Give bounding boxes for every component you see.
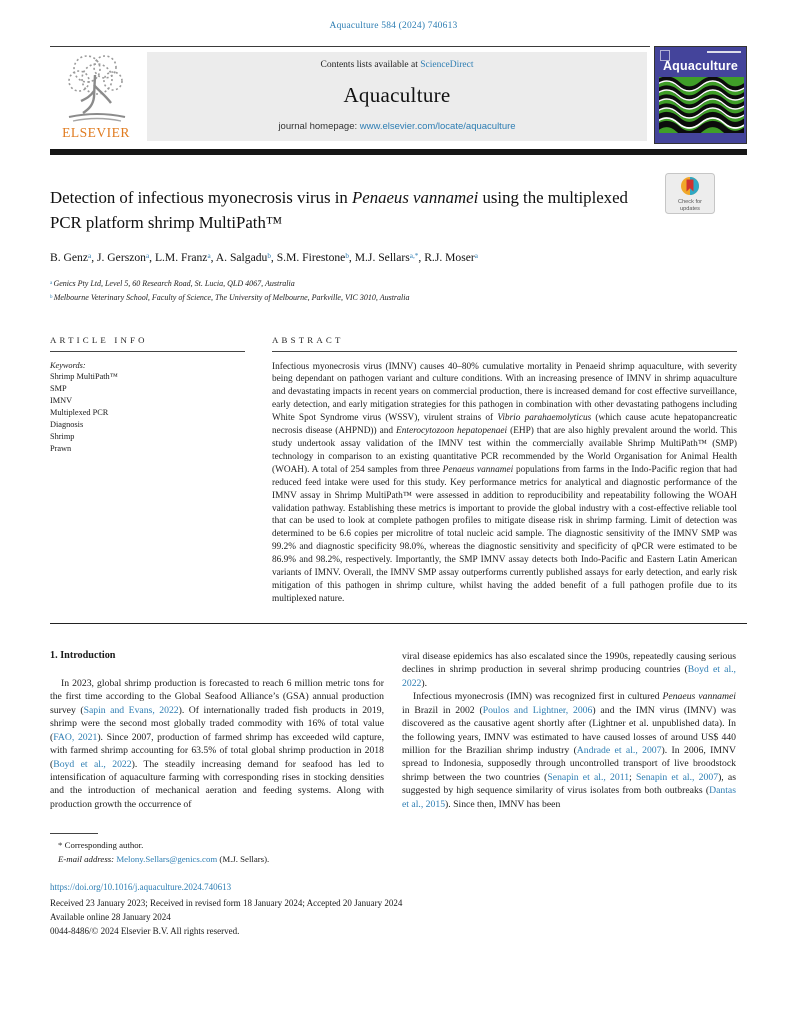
intro-left-column bbox=[50, 650, 384, 812]
article-info-heading: ARTICLE INFO bbox=[50, 334, 148, 345]
keyword: Shrimp MultiPath™ bbox=[50, 371, 118, 381]
keyword: Prawn bbox=[50, 443, 72, 453]
section-divider bbox=[50, 623, 747, 624]
elsevier-tree-icon bbox=[57, 51, 135, 127]
abstract-heading: ABSTRACT bbox=[272, 334, 344, 345]
cover-topbar bbox=[707, 51, 741, 53]
received-dates-line: Received 23 January 2023; Received in revised form 18 January 2024; Accepted 20 January 2024 bbox=[50, 898, 403, 909]
journal-masthead bbox=[50, 46, 747, 147]
copyright-line: 0044-8486/© 2024 Elsevier B.V. All rights reserved. bbox=[50, 925, 240, 936]
cover-wave-art bbox=[659, 77, 744, 133]
abstract-text: Infectious myonecrosis virus (IMNV) causes 40–80% cumulative mortality in Penaeid shrimp aquaculture, with severity being dependant on pathogen variant and culture conditions. With an increasing presence of IMNV in shrimp aquaculture and devastating impacts in recent years on commercial production, there is increased demand for cost effective surveillance, early detection, and early mitigation strategies for this pathogen in combination with other devastating pathogens including White Spot Syndrome virus (WSSV), virulent strains of Vibrio parahaemolyticus (which cause acute hepatopancreatic necrosis disease (AHPND)) and Enterocytozoon hepatopenaei (EHP) that are also highly prevalent around the world. This study undertook assay validation of the IMNV test within the commercially available Shrimp MultiPath™ (SMP) technology in comparison to an existing quantitative PCR recommended by the World Organisation for Animal Health (WOAH). A total of 254 samples from three Penaeus vannamei populations from farms in the Indo-Pacific region that had reduced feed intake were used for this study. Key performance metrics for analytical and diagnostic performance of the IMNV assay in Shrimp MultiPath™ were assessed in addition to reproducibility and repeatability following the WOAH validation pathway. Establishing these metrics is important to provide the global industry with a cost-effective reliable tool that can be used to look at complete pathogen profiles to mitigate disease risk in shrimp farming. Limit of detection was determined to be 6.6 copies per microlitre of total nucleic acid sample. The diagnostic sensitivity of the IMNV SMP was 99.2% and diagnostic specificity 98.0%, whereas the diagnostic sensitivity and specificity of qPCR were estimated to be 86.9% and 98.2%, respectively. Importantly, the SMP IMNV assay detects both Indo-Pacific and Eastern Latin American variants of IMNV. Overall, the IMNV SMP assay outperforms currently published assays for early detection, and early risk mitigation of this pathogen in shrimp culture, whilst having the added benefit of a full pathogen profile due to its multiplexed nature. bbox=[272, 361, 738, 604]
title-block bbox=[50, 185, 737, 235]
author-list: B. Genz$^a$, J. Gerszon$^a$, L.M. Franz$^a$, A. Salgadu$^b$, S.M. Firestone$^b$, M.J. Sellars$^{a,*}$, R.J. Moser$^a$ bbox=[50, 251, 478, 265]
inline-link[interactable]: FAO, 2021 bbox=[53, 731, 98, 743]
affiliations bbox=[50, 277, 737, 304]
journal-header-box bbox=[147, 52, 647, 141]
affiliation-b: $^b$ Melbourne Veterinary School, Faculty of Science, The University of Melbourne, Parkville, VIC 3010, Australia bbox=[50, 292, 410, 302]
contents-prefix: Contents lists available at bbox=[320, 60, 421, 70]
journal-title: Aquaculture bbox=[343, 83, 451, 107]
inline-link[interactable]: Senapin et al., 2007 bbox=[636, 771, 719, 783]
keyword: Shrimp bbox=[50, 431, 75, 441]
inline-link[interactable]: Sapin and Evans, 2022 bbox=[83, 704, 179, 716]
keywords-list bbox=[50, 371, 245, 455]
homepage-prefix: journal homepage: bbox=[278, 121, 360, 132]
affiliation-a: $^a$ Genics Pty Ltd, Level 5, 60 Research Road, St. Lucia, QLD 4067, Australia bbox=[50, 279, 295, 289]
email-line: E-mail address: Melony.Sellars@genics.com (M.J. Sellars). bbox=[58, 853, 270, 864]
check-for-updates-badge[interactable] bbox=[665, 173, 715, 214]
inline-link[interactable]: Melony.Sellars@genics.com bbox=[116, 853, 218, 864]
contents-line bbox=[320, 60, 473, 70]
keyword: Diagnosis bbox=[50, 419, 84, 429]
keyword: IMNV bbox=[50, 395, 73, 405]
inline-link[interactable]: Boyd et al., 2022 bbox=[53, 758, 132, 770]
corresponding-author-footnote bbox=[50, 833, 747, 865]
intro-right-column bbox=[402, 650, 736, 812]
keyword: Multiplexed PCR bbox=[50, 407, 109, 417]
svg-text:Check for: Check for bbox=[678, 199, 702, 205]
article-info-rule bbox=[50, 351, 245, 352]
intro-paragraph-1: In 2023, global shrimp production is forecasted to reach 6 million metric tons for the first time according to the Global Seafood Alliance’s (GSA) annual production survey (Sapin and Evans, 2022). Of internationally traded fish products in 2019, shrimp were the second most globally traded commodity with 16% of total value (FAO, 2021). Since 2007, production of farmed shrimp has exceeded wild capture, with farmed shrimp accounting for 63.5% of total global shrimp production in 2018 (Boyd et al., 2022). The steadily increasing demand for seafood has led to intensification of aquaculture farming with corresponding rises in stocking densities and the introduction of mechanical aeration and feeding systems. Along with production growth the occurrence of bbox=[50, 677, 385, 810]
footnote-rule bbox=[50, 833, 98, 834]
keywords-label: Keywords: bbox=[50, 360, 86, 370]
cover-title: Aquaculture bbox=[662, 59, 739, 73]
info-abstract-section bbox=[50, 335, 737, 606]
introduction-heading: 1. Introduction bbox=[50, 649, 116, 661]
masthead-top-rule bbox=[50, 46, 650, 47]
article-footer bbox=[50, 881, 747, 939]
svg-text:updates: updates bbox=[680, 206, 700, 212]
inline-link[interactable]: Boyd et al., 2022 bbox=[402, 664, 736, 689]
abstract-column bbox=[272, 335, 737, 606]
sciencedirect-link[interactable]: ScienceDirect bbox=[420, 60, 474, 70]
intro-paragraph-1-continued: viral disease epidemics has also escalated since the 1990s, repeatedly causing serious declines in shrimp production in several shrimp producing countries (Boyd et al., 2022). bbox=[402, 650, 736, 689]
article-title: Detection of infectious myonecrosis virus in Penaeus vannamei using the multiplexed PCR platform shrimp MultiPath™ bbox=[50, 188, 628, 233]
homepage-link[interactable]: www.elsevier.com/locate/aquaculture bbox=[359, 121, 516, 132]
elsevier-logo bbox=[50, 51, 142, 145]
keyword: SMP bbox=[50, 383, 67, 393]
doi-link[interactable]: https://doi.org/10.1016/j.aquaculture.2024.740613 bbox=[50, 881, 232, 892]
abstract-rule bbox=[272, 351, 737, 352]
journal-citation[interactable]: Aquaculture 584 (2024) 740613 bbox=[329, 21, 458, 31]
journal-cover-thumbnail bbox=[654, 46, 747, 144]
article-info-column bbox=[50, 335, 245, 606]
inline-link[interactable]: Dantas et al., 2015 bbox=[402, 785, 736, 810]
masthead-black-bar bbox=[50, 149, 747, 155]
inline-link[interactable]: Poulos and Lightner, 2006 bbox=[482, 704, 593, 716]
corresponding-author-line: * Corresponding author. bbox=[58, 840, 144, 851]
introduction-section bbox=[50, 650, 747, 812]
intro-paragraph-2: Infectious myonecrosis (IMN) was recognized first in cultured Penaeus vannamei in Brazil in 2002 (Poulos and Lightner, 2006) and the IMN virus (IMNV) was discovered as the causative agent shortly after (Lightner et al. unpublished data). In the following years, IMNV was estimated to have caused losses of around US$ 440 million for the Brazilian shrimp industry (Andrade et al., 2007). In 2006, IMNV spread to Indonesia, supposedly through uncontrolled transport of live broodstock shrimp between the two countries (Senapin et al., 2011; Senapin et al., 2007), as suggested by high sequence similarity of virus isolates from both outbreaks (Dantas et al., 2015). Since then, IMNV has been bbox=[402, 691, 737, 810]
available-online-line: Available online 28 January 2024 bbox=[50, 912, 171, 923]
inline-link[interactable]: Senapin et al., 2011 bbox=[547, 771, 630, 783]
inline-link[interactable]: Andrade et al., 2007 bbox=[576, 744, 662, 756]
homepage-line bbox=[278, 121, 515, 132]
elsevier-wordmark: ELSEVIER bbox=[62, 125, 130, 140]
